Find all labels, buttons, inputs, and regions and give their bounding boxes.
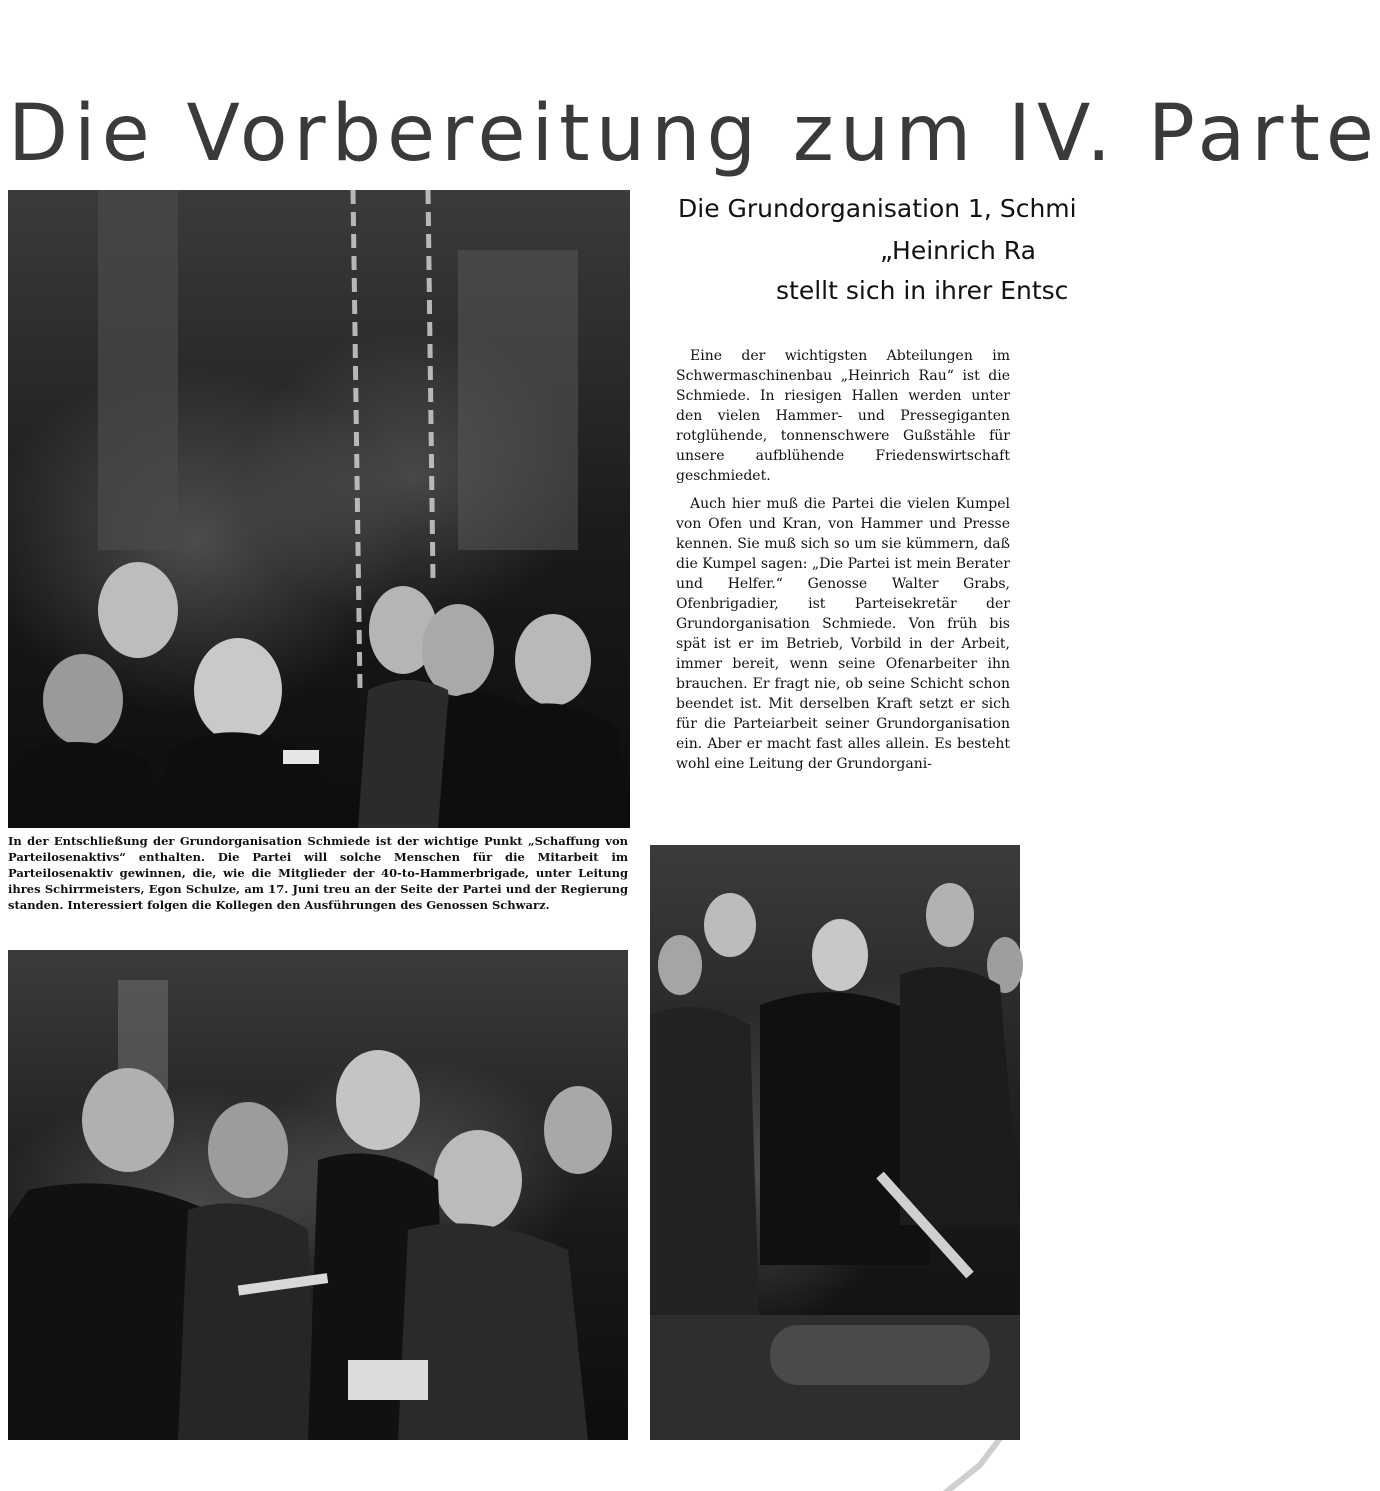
article-body <box>676 346 1010 782</box>
photo-workers-chains <box>8 190 630 828</box>
photo-workers-reading <box>8 950 628 1440</box>
article-paragraph-1: Eine der wichtigsten Abteilungen im Schwermaschinenbau „Heinrich Rau“ ist die Schmiede. In riesigen Hallen werden unter den vielen Hammer- und Pressegiganten rotglühende, tonnenschwere Gußstähle für unsere aufblühende Friedenswirtschaft geschmiedet. <box>676 348 1010 484</box>
subheadline-line-1: Die Grundorganisation 1, Schmi <box>678 194 1077 223</box>
subheadline-line-3: stellt sich in ihrer Entsc <box>776 276 1069 305</box>
subheadline-line-2: „Heinrich Ra <box>880 236 1036 265</box>
article-paragraph-2: Auch hier muß die Partei die vielen Kumpel von Ofen und Kran, von Hammer und Presse kennen. Sie muß sich so um sie kümmern, daß die Kumpel sagen: „Die Partei ist mein Berater und Helfer.“ Genosse Walter Grabs, Ofenbrigadier, ist Parteisekretär der Grundorganisation Schmiede. Von früh bis spät ist er im Betrieb, Vorbild in der Arbeit, immer bereit, wenn seine Ofenarbeiter ihn brauchen. Er fragt nie, ob seine Schicht schon beendet ist. Mit derselben Kraft setzt er sich für die Parteiarbeit seiner Grundorganisation ein. Aber er macht fast alles allein. Es besteht wohl eine Leitung der Grundorgani- <box>676 496 1010 772</box>
photo-workers-gesture <box>650 845 1020 1440</box>
page-headline: Die Vorbereitung zum IV. Parte <box>8 89 1380 179</box>
photo-caption: In der Entschließung der Grundorganisation Schmiede ist der wichtige Punkt „Schaffung von Parteilosenaktivs“ enthalten. Die Partei will solche Menschen für die Mitarbeit im Parteilosenaktiv gewinnen, die, wie die Mitglieder der 40-to-Hammerbrigade, unter Leitung ihres Schirrmeisters, Egon Schulze, am 17. Juni treu an der Seite der Partei und der Regierung standen. Interessiert folgen die Kollegen den Ausführungen des Genossen Schwarz. <box>8 834 628 912</box>
